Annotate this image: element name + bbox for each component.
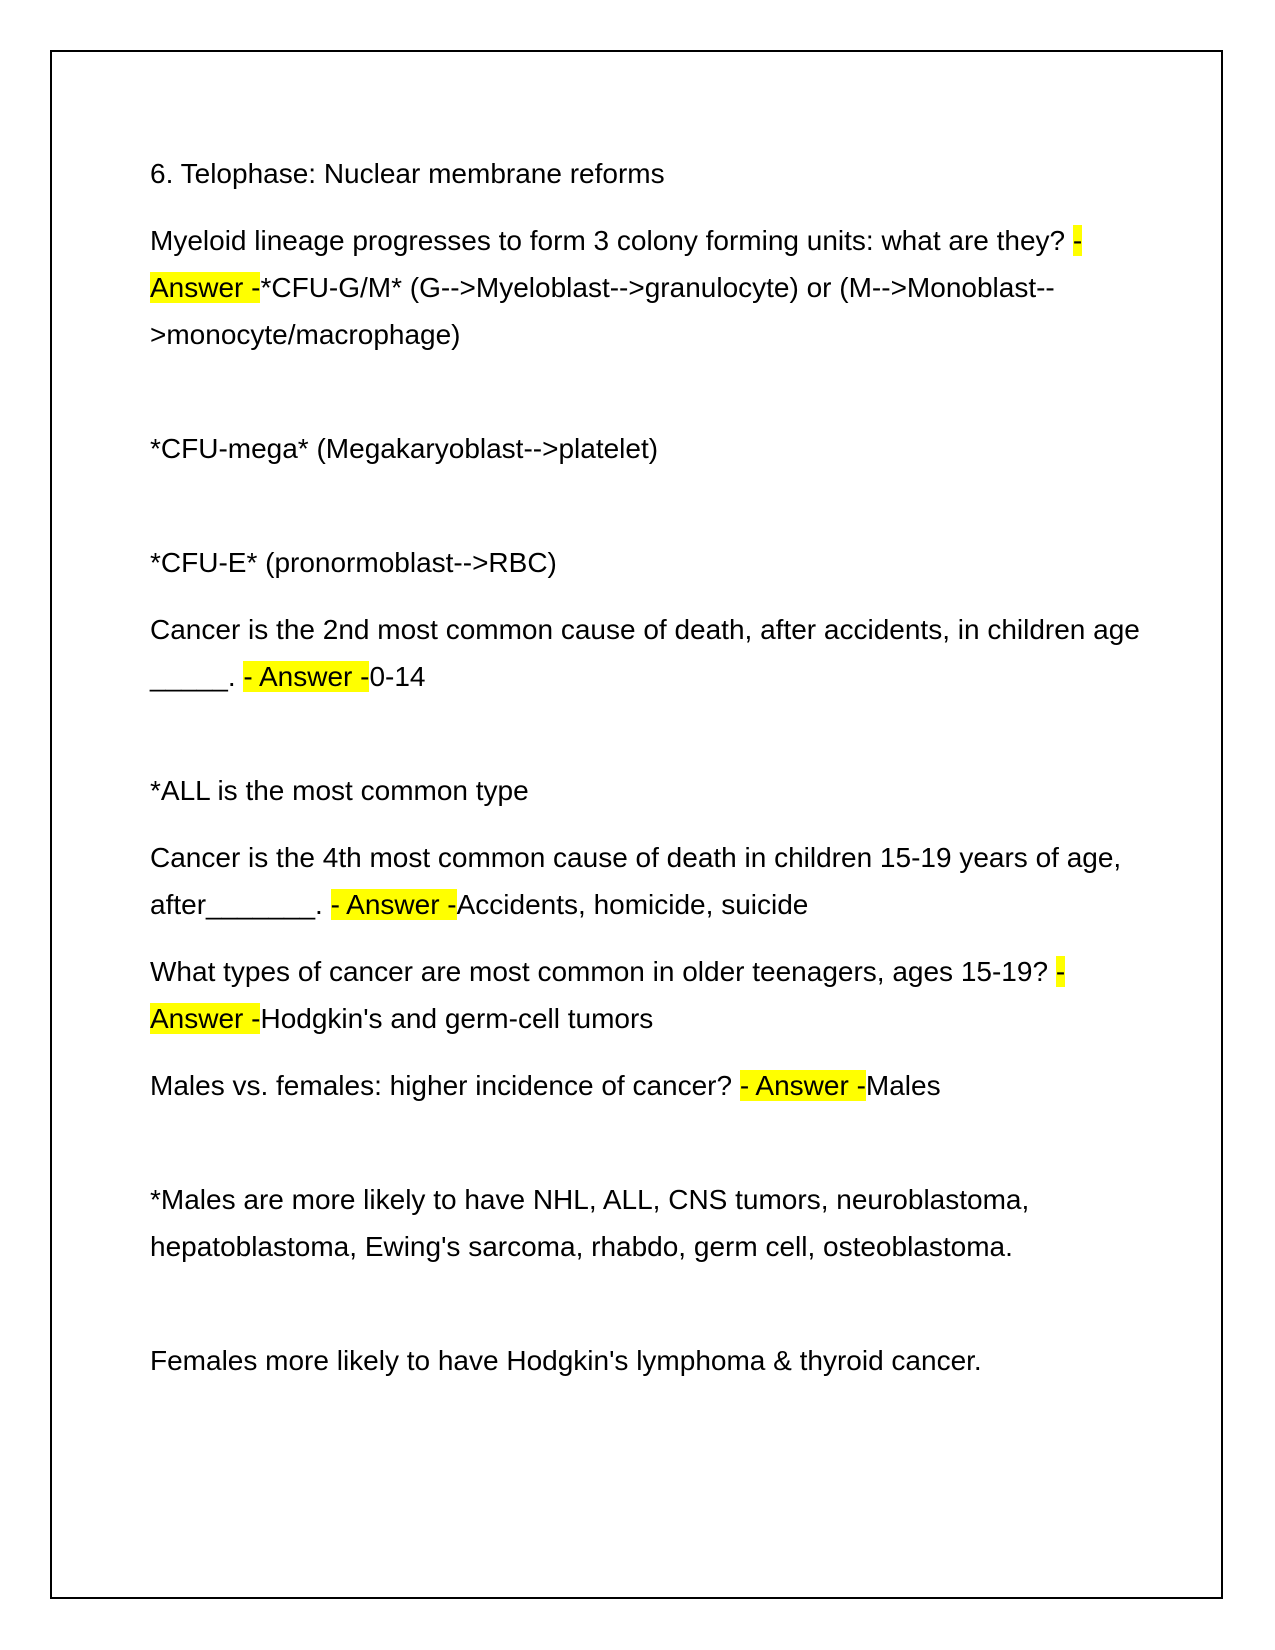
question-text: Myeloid lineage progresses to form 3 colony forming units: what are they? [150,225,1066,256]
all-note-line [150,767,1140,814]
answer-text: Males [865,1070,941,1101]
cfu-mega-line [150,425,1140,472]
document-body [150,150,1140,1404]
note-text: *CFU-E* (pronormoblast-->RBC) [150,547,557,578]
note-text: Females more likely to have Hodgkin's lymphoma & thyroid cancer. [150,1345,982,1376]
blank-line [150,1290,1140,1337]
question-myeloid [150,217,1140,358]
answer-label: - Answer - [150,956,1066,1034]
question-text: Cancer is the 2nd most common cause of death, after accidents, in children age _____. [150,614,1140,692]
answer-text: 0-14 [369,661,426,692]
blank-line [150,720,1140,767]
answer-text: Hodgkin's and germ-cell tumors [260,1003,654,1034]
question-age [150,606,1140,700]
telophase-line [150,150,1140,197]
question-teen-death [150,834,1140,928]
answer-label: - Answer - [150,225,1083,303]
blank-line [150,1129,1140,1176]
note-text: *CFU-mega* (Megakaryoblast-->platelet) [150,433,659,464]
answer-label: - Answer - [243,661,370,692]
note-text: *ALL is the most common type [150,775,529,806]
telophase-text: 6. Telophase: Nuclear membrane reforms [150,158,665,189]
question-text: Males vs. females: higher incidence of cancer? [150,1070,740,1101]
females-note-line [150,1337,1140,1384]
answer-label: - Answer - [739,1070,866,1101]
blank-line [150,378,1140,425]
answer-text: Accidents, homicide, suicide [456,889,809,920]
separator [1065,225,1073,256]
question-teen-cancer-types [150,948,1140,1042]
males-note-line [150,1176,1140,1270]
cfu-e-line [150,539,1140,586]
question-text: Cancer is the 4th most common cause of death in children 15-19 years of age, after_______. [150,842,1122,920]
question-text: What types of cancer are most common in older teenagers, ages 15-19? [150,956,1056,987]
blank-line [150,492,1140,539]
question-sex-incidence [150,1062,1140,1109]
note-text: *Males are more likely to have NHL, ALL, CNS tumors, neuroblastoma, hepatoblastoma, Ewing's sarcoma, rhabdo, germ cell, osteoblastoma. [150,1184,1030,1262]
answer-text: *CFU-G/M* (G-->Myeloblast-->granulocyte) or (M-->Monoblast-->monocyte/macrophage) [150,272,1055,350]
answer-label: - Answer - [330,889,457,920]
